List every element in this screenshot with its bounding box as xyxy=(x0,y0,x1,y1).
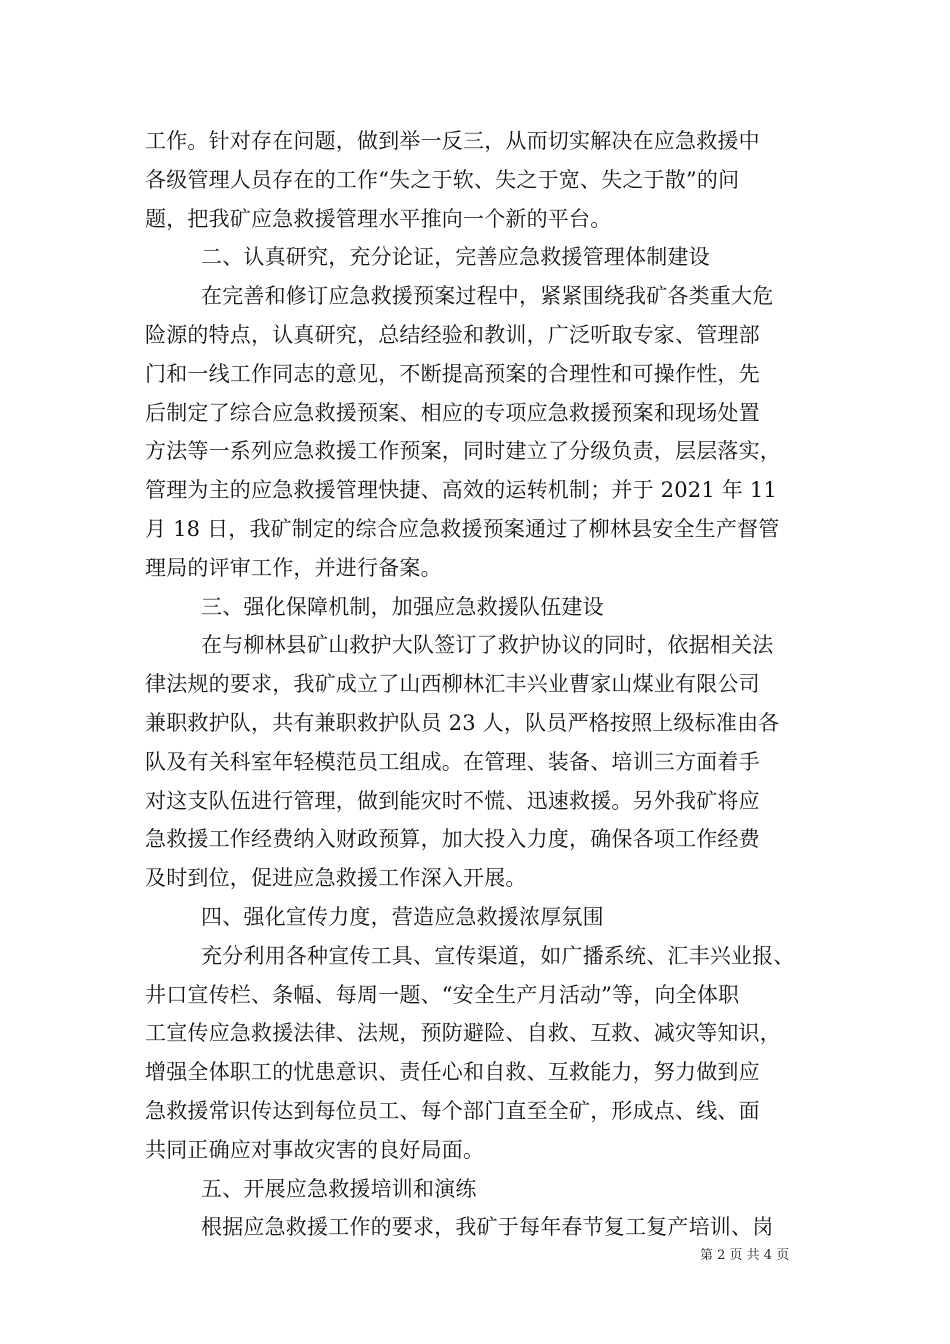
text-line: 门和一线工作同志的意见，不断提高预案的合理性和可操作性，先 xyxy=(145,361,760,386)
text-line: 题，把我矿应急救援管理水平推向一个新的平台。 xyxy=(145,206,612,231)
text-line: 急救援常识传达到每位员工、每个部门直至全矿，形成点、线、面 xyxy=(145,1098,760,1123)
text-line: 及时到位，促进应急救援工作深入开展。 xyxy=(145,866,527,891)
text-line: 管理为主的应急救援管理快捷、高效的运转机制；并于 2021 年 11 xyxy=(145,478,777,503)
text-line: 工宣传应急救援法律、法规，预防避险、自救、互救、减灾等知识， xyxy=(145,1021,781,1046)
section-heading-3: 三、强化保障机制，加强应急救援队伍建设 xyxy=(201,594,604,619)
document-body xyxy=(145,122,810,1247)
section-heading-4: 四、强化宣传力度，营造应急救援浓厚氛围 xyxy=(201,904,604,929)
text-line: 工作。针对存在问题，做到举一反三，从而切实解决在应急救援中 xyxy=(145,129,760,153)
text-line: 共同正确应对事故灾害的良好局面。 xyxy=(145,1137,485,1162)
text-line: 律法规的要求，我矿成立了山西柳林汇丰兴业曹家山煤业有限公司 xyxy=(145,672,760,697)
text-line: 充分利用各种宣传工具、宣传渠道，如广播系统、汇丰兴业报、 xyxy=(201,943,795,968)
text-line: 后制定了综合应急救援预案、相应的专项应急救援预案和现场处置 xyxy=(145,400,760,425)
text-line: 各级管理人员存在的工作“失之于软、失之于宽、失之于散”的问 xyxy=(145,167,740,192)
text-line: 对这支队伍进行管理，做到能灾时不慌、迅速救援。另外我矿将应 xyxy=(145,788,760,813)
text-line: 月 18 日，我矿制定的综合应急救援预案通过了柳林县安全生产督管 xyxy=(145,516,780,541)
text-line: 根据应急救援工作的要求，我矿于每年春节复工复产培训、岗 xyxy=(201,1215,774,1240)
text-line: 在与柳林县矿山救护大队签订了救护协议的同时，依据相关法 xyxy=(201,633,774,658)
page-number-footer: 第 2 页 共 4 页 xyxy=(700,1248,790,1263)
text-line: 在完善和修订应急救援预案过程中，紧紧围绕我矿各类重大危 xyxy=(201,284,774,309)
text-line: 理局的评审工作，并进行备案。 xyxy=(145,555,442,580)
section-heading-5: 五、开展应急救援培训和演练 xyxy=(201,1176,477,1201)
section-heading-2: 二、认真研究，充分论证，完善应急救援管理体制建设 xyxy=(201,245,710,270)
text-line: 方法等一系列应急救援工作预案，同时建立了分级负责，层层落实， xyxy=(145,439,781,464)
text-line: 井口宣传栏、条幅、每周一题、“安全生产月活动”等，向全体职 xyxy=(145,982,740,1007)
text-line: 急救援工作经费纳入财政预算，加大投入力度，确保各项工作经费 xyxy=(145,827,760,852)
text-line: 队及有关科室年轻模范员工组成。在管理、装备、培训三方面着手 xyxy=(145,749,760,774)
text-line: 增强全体职工的忧患意识、责任心和自救、互救能力，努力做到应 xyxy=(145,1060,760,1085)
text-line: 险源的特点，认真研究，总结经验和教训，广泛听取专家、管理部 xyxy=(145,322,760,347)
text-line: 兼职救护队，共有兼职救护队员 23 人，队员严格按照上级标准由各 xyxy=(145,710,780,735)
